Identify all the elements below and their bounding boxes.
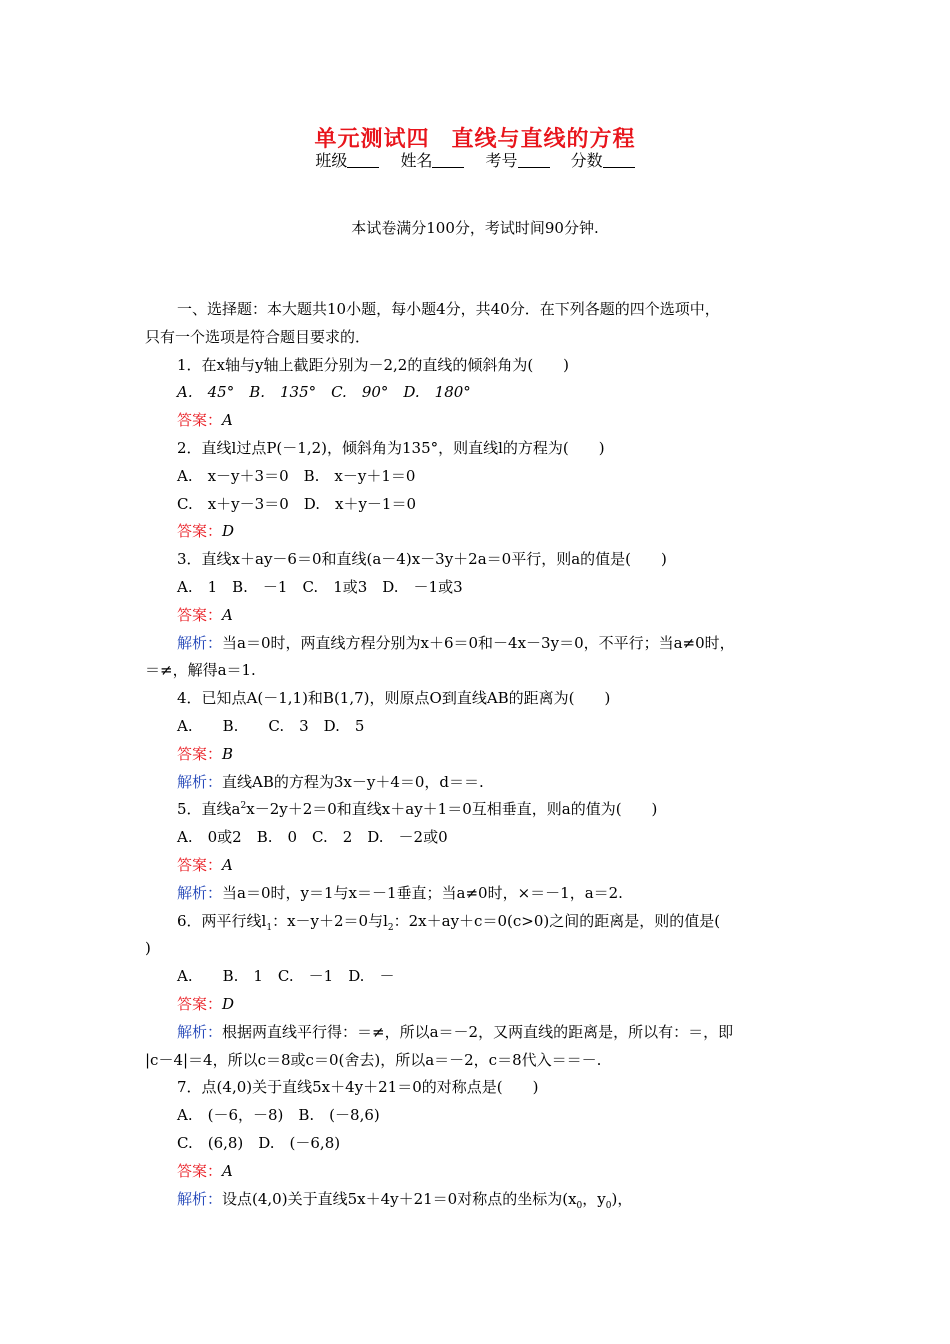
question-7-analysis: 解析：设点(4,0)关于直线5x＋4y＋21＝0对称点的坐标为($x_0$，$y_0$)， xyxy=(177,1189,633,1211)
class-blank xyxy=(347,153,379,168)
question-3-answer: 答案：A xyxy=(177,605,233,624)
score-field: 分数 xyxy=(571,151,635,170)
question-4-answer: 答案：B xyxy=(177,744,234,763)
question-3-analysis: 解析：当a＝0时，两直线方程分别为x＋6＝0和－4x－3y＝0，不平行；当a≠0时， xyxy=(177,633,735,652)
section-intro-cont: 只有一个选项是符合题目要求的． xyxy=(145,327,371,346)
question-5-options: A. 0或2 B. 0 C. 2 D. －2或0 xyxy=(177,828,448,847)
exam-number-blank xyxy=(518,153,550,168)
exam-number-field: 考号 xyxy=(486,151,550,170)
student-info-row xyxy=(0,148,950,171)
name-blank xyxy=(432,153,464,168)
title-topic: 直线与直线的方程 xyxy=(451,126,636,152)
question-5-answer: 答案：A xyxy=(177,855,233,874)
exam-note: 本试卷满分100分，考试时间90分钟. xyxy=(351,219,599,237)
question-4-analysis: 解析：直线AB的方程为3x－y＋4＝0，d＝＝. xyxy=(177,772,484,791)
score-blank xyxy=(603,153,635,168)
question-2-options-row2: C. x＋y－3＝0 D. x＋y－1＝0 xyxy=(177,494,417,513)
question-2-answer: 答案：D xyxy=(177,522,235,541)
question-3-options: A. 1 B. －1 C. 1或3 D. －1或3 xyxy=(177,577,463,596)
class-field: 班级 xyxy=(315,151,379,170)
exam-body xyxy=(145,296,810,1213)
question-6-stem-cont: ) xyxy=(145,939,151,958)
question-7-options-row2: C. (6,8) D. (－6,8) xyxy=(177,1133,341,1152)
question-6-options: A. B. 1 C. －1 D. － xyxy=(177,967,395,986)
question-1-options: A. 45° B. 135° C. 90° D. 180° xyxy=(177,383,471,402)
question-3-analysis-cont: ＝≠，解得a＝1. xyxy=(145,661,256,680)
question-7-options-row1: A. (－6，－8) B. (－8,6) xyxy=(177,1106,380,1125)
question-6-answer: 答案：D xyxy=(177,994,235,1013)
question-6-analysis: 解析：根据两直线平行得：＝≠，所以a＝－2，又两直线的距离是，所以有：＝，即 xyxy=(177,1022,734,1041)
question-4-stem: 4．已知点A(－1,1)和B(1,7)，则原点O到直线AB的距离为( ) xyxy=(177,689,611,708)
question-4-options: A. B. C. 3 D. 5 xyxy=(177,716,365,735)
question-7-answer: 答案：A xyxy=(177,1161,233,1180)
question-6-analysis-cont: |c－4|＝4，所以c＝8或c＝0(舍去)，所以a＝－2，c＝8代入＝＝－. xyxy=(145,1050,602,1069)
title-unit: 单元测试四 xyxy=(314,126,430,152)
question-6-stem: 6．两平行线$l_1$：x－y＋2＝0与$l_2$：2x＋ay＋c＝0(c>0)之间的距离是，则的值是( xyxy=(177,911,721,933)
name-field: 姓名 xyxy=(400,151,464,170)
question-5-analysis: 解析：当a＝0时，y＝1与x＝－1垂直；当a≠0时，×＝－1，a＝2. xyxy=(177,883,623,902)
question-3-stem: 3．直线x＋ay－6＝0和直线(a－4)x－3y＋2a＝0平行，则a的值是( ) xyxy=(177,550,667,569)
section-intro: 一、选择题：本大题共10小题，每小题4分，共40分．在下列各题的四个选项中， xyxy=(177,300,720,318)
question-1-answer: 答案：A xyxy=(177,411,233,430)
question-1-stem: 1．在x轴与y轴上截距分别为－2,2的直线的倾斜角为( ) xyxy=(177,355,570,374)
question-2-options-row1: A. x－y＋3＝0 B. x－y＋1＝0 xyxy=(177,466,416,485)
question-2-stem: 2．直线l过点P(－1,2)，倾斜角为135°，则直线l的方程为( ) xyxy=(177,438,605,457)
question-5-stem: 5．直线$a^2x-2y+2=0$和直线x＋ay＋1＝0互相垂直，则a的值为( ) xyxy=(177,800,658,819)
question-7-stem: 7．点(4,0)关于直线5x＋4y＋21＝0的对称点是( ) xyxy=(177,1078,539,1097)
